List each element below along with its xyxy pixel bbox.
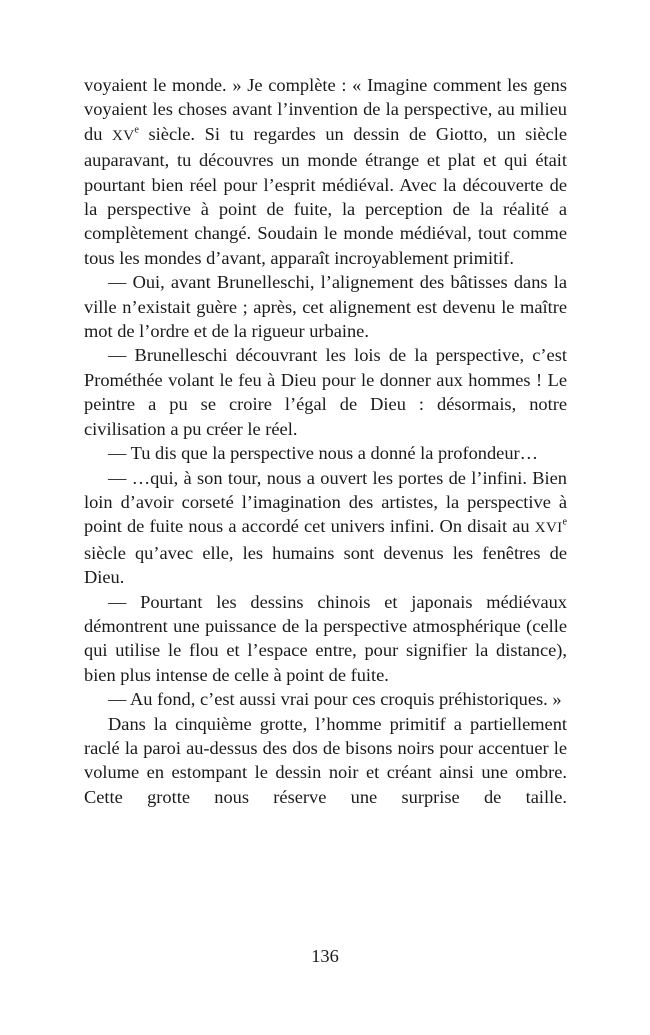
century-numeral-xv: XV — [112, 127, 135, 144]
paragraph-4: — Tu dis que la perspective nous a donné la profondeur… — [108, 443, 539, 464]
century-superscript-e: e — [134, 124, 139, 136]
page-number: 136 — [311, 946, 339, 966]
century-superscript-e-2: e — [562, 516, 567, 528]
paragraph-2: — Oui, avant Brunelleschi, l’alignement des bâtisses dans la ville n’existait guère ; après, cet alignement est devenu le maître mot de l’ordre et de la rigueur urbaine. — [84, 272, 567, 342]
paragraph-6: — Pourtant les dessins chinois et japonais médiévaux démontrent une puissance de la perspective atmosphérique (celle qui utilise le flou et l’espace entre, pour signifier la distance), bien plus intense de celle à point de fuite. — [84, 591, 567, 685]
page-body — [84, 73, 567, 809]
paragraph-8: Dans la cinquième grotte, l’homme primitif a partiellement raclé la paroi au-dessus des dos de bisons noirs pour accentuer le volume en estompant le dessin noir et créant ainsi une ombre. Cette grotte nous réserve une surprise de taille. — [84, 713, 567, 807]
century-numeral-xvi: XVI — [534, 520, 563, 537]
paragraph-5 — [84, 466, 567, 590]
paragraph-1-text-b: siècle. Si tu regardes un dessin de Giotto, un siècle auparavant, tu découvres un monde étrange et plat et qui était pourtant bien réel pour l’esprit médiéval. Avec la découverte de la perspective à point de fuite, la perception de la réalité a complètement changé. Soudain le monde médiéval, tout comme tous les mondes d’avant, apparaît incroyablement primitif. — [84, 123, 567, 268]
paragraph-3: — Brunelleschi découvrant les lois de la perspective, c’est Prométhée volant le feu à Dieu pour le donner aux hommes ! Le peintre a pu se croire l’égal de Dieu : désormais, notre civilisation a pu créer le réel. — [84, 345, 567, 439]
paragraph-5-text-b: siècle qu’avec elle, les humains sont devenus les fenêtres de Dieu. — [84, 542, 567, 588]
paragraph-1-text-a: voyaient le monde. » Je complète : « Imagine comment les gens voyaient les choses avant l’invention de la perspective, au milieu du — [84, 75, 567, 144]
paragraph-5-text-a: — …qui, à son tour, nous a ouvert les portes de l’infini. Bien loin d’avoir corseté l’imagination des artistes, la perspective à point de fuite nous a accordé cet univers infini. On disait au — [84, 467, 567, 537]
paragraph-7: — Au fond, c’est aussi vrai pour ces croquis préhistoriques. » — [108, 689, 562, 710]
paragraph-1 — [84, 73, 567, 270]
